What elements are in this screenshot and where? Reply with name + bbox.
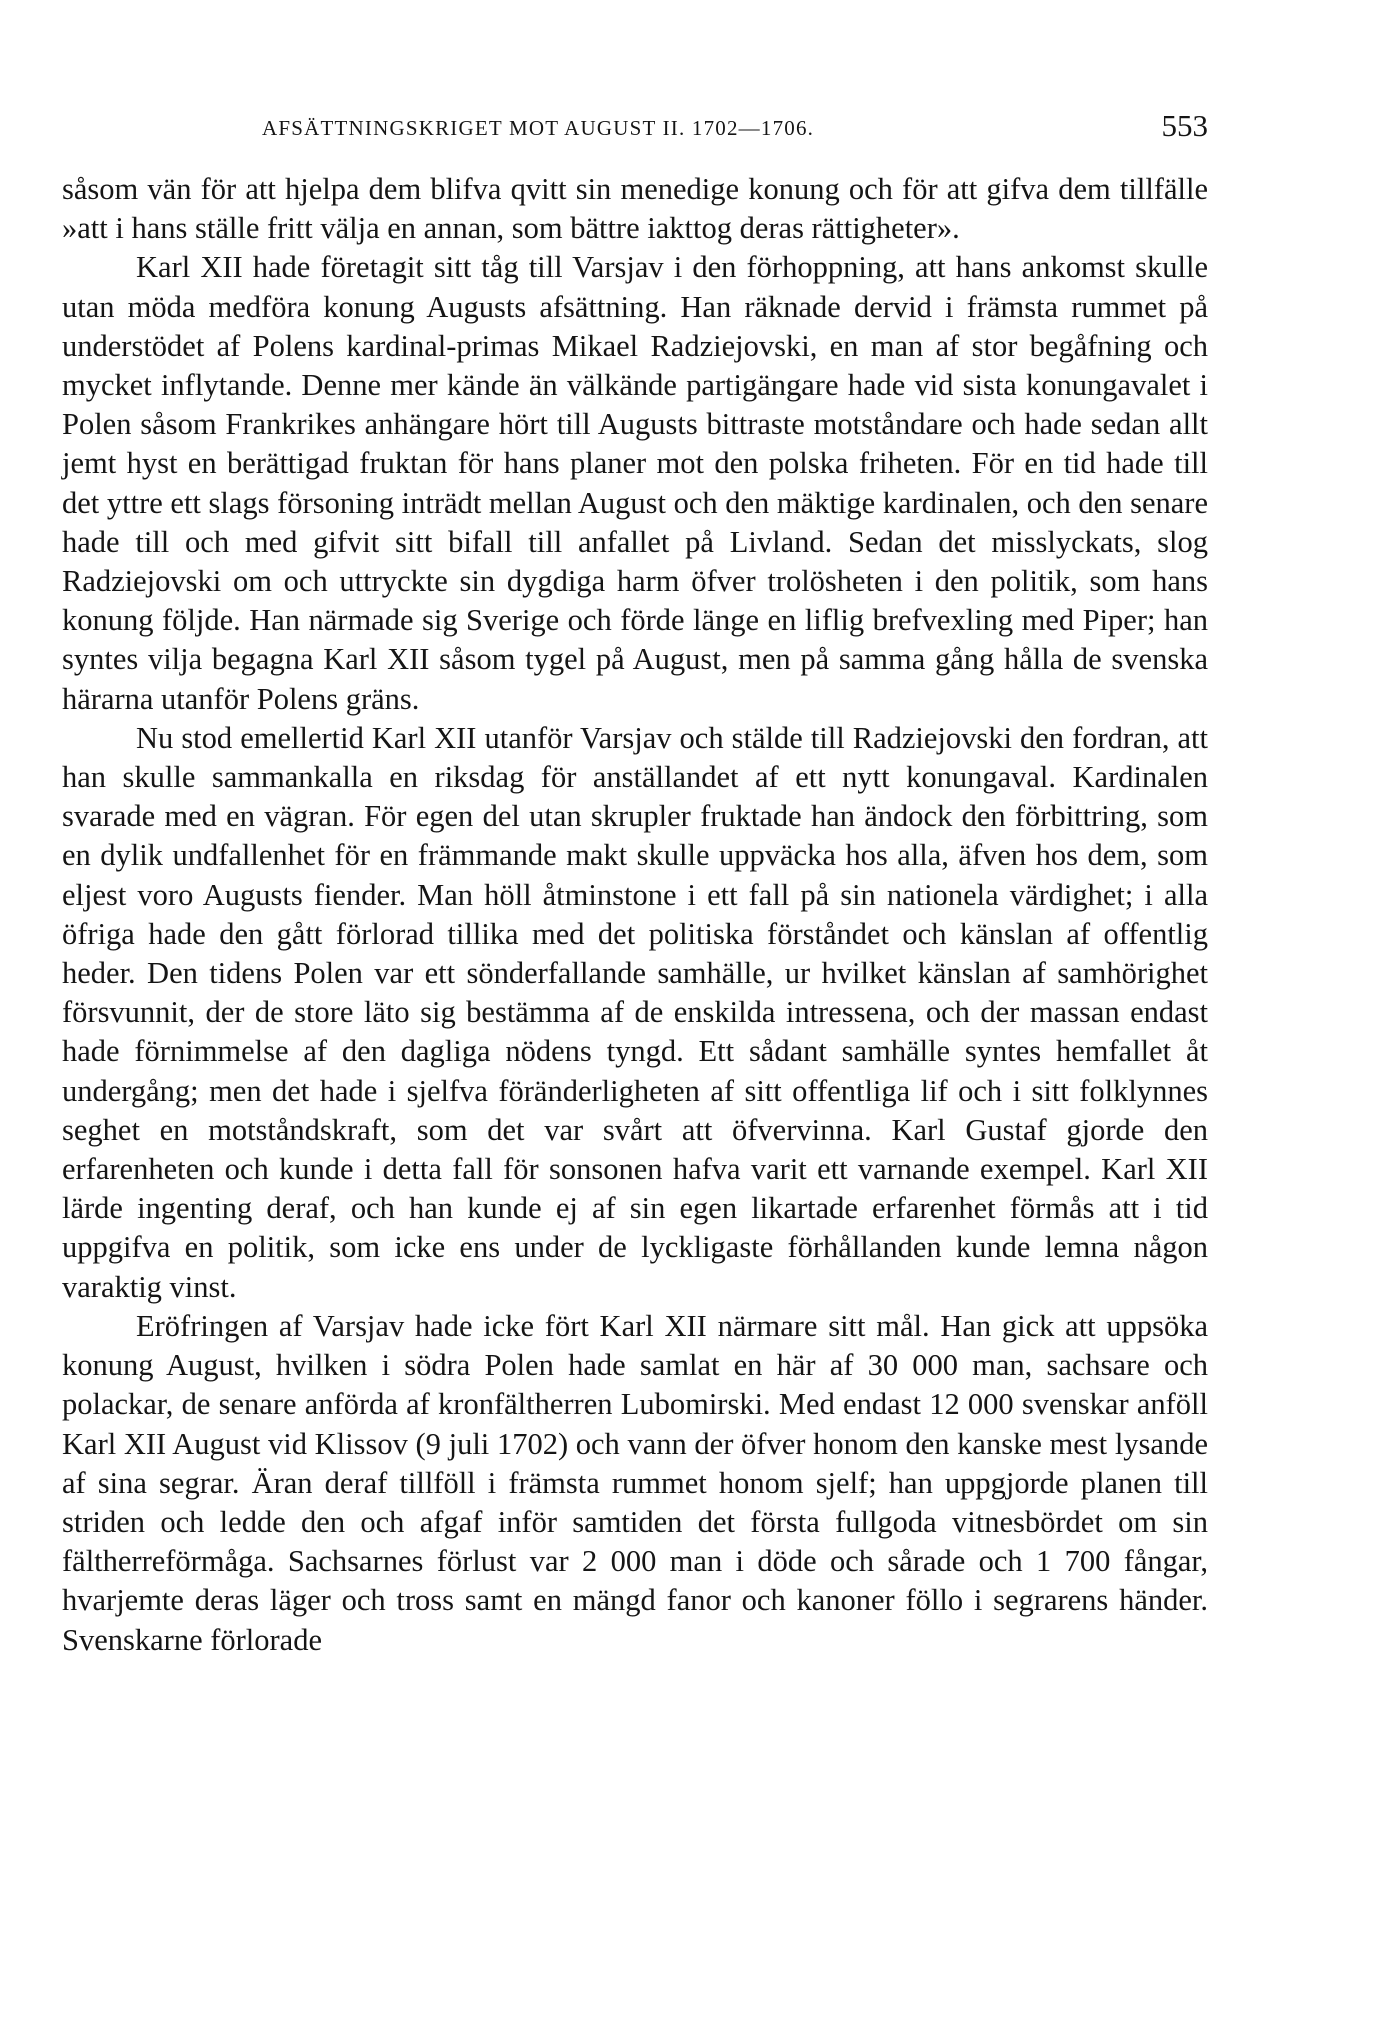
paragraph: Nu stod emellertid Karl XII utanför Varsjav och stälde till Radziejovski den fordran, att han skulle sammankalla en riksdag för anställandet af ett nytt konungaval. Kardinalen svarade med en vägran. För egen del utan skrupler fruktade han ändock den förbittring, som en dylik undfallenhet för en främmande makt skulle uppväcka hos alla, äfven hos dem, som eljest voro Augusts fiender. Man höll åtminstone i ett fall på sin nationela värdighet; i alla öfriga hade den gått förlorad tillika med det politiska förståndet och känslan af offentlig heder. Den tidens Polen var ett sönderfallande samhälle, ur hvilket känslan af samhörighet försvunnit, der de store läto sig bestämma af de enskilda intressena, och der massan endast hade förnimmelse af den dagliga nödens tyngd. Ett sådant samhälle syntes hemfallet åt undergång; men det hade i sjelfva föränderligheten af sitt offentliga lif och i sitt folklynnes seghet en motståndskraft, som det var svårt att öfvervinna. Karl Gustaf gjorde den erfarenheten och kunde i detta fall för sonsonen hafva varit ett varnande exempel. Karl XII lärde ingenting deraf, och han kunde ej af sin egen likartade erfarenhet förmås att i tid uppgifva en politik, som icke ens under de lyckligaste förhållanden kunde lemna någon varaktig vinst. [62, 720, 1208, 1304]
book-page [62, 100, 1208, 1660]
running-head [62, 100, 1208, 160]
page-number: 553 [1161, 108, 1208, 143]
body-text [62, 170, 1208, 1660]
paragraph: Karl XII hade företagit sitt tåg till Varsjav i den förhoppning, att hans ankomst skulle utan möda medföra konung Augusts afsättning. Han räknade dervid i främsta rummet på understödet af Polens kardinal-primas Mikael Radziejovski, en man af stor begåfning och mycket inflytande. Denne mer kände än välkände partigängare hade vid sista konungavalet i Polen såsom Frankrikes anhängare hört till Augusts bittraste motståndare och hade sedan allt jemt hyst en berättigad fruktan för hans planer mot den polska friheten. För en tid hade till det yttre ett slags försoning inträdt mellan August och den mäktige kardinalen, och den senare hade till och med gifvit sitt bifall till anfallet på Livland. Sedan det misslyckats, slog Radziejovski om och uttryckte sin dygdiga harm öfver trolösheten i den politik, som hans konung följde. Han närmade sig Sverige och förde länge en liflig brefvexling med Piper; han syntes vilja begagna Karl XII såsom tygel på August, men på samma gång hålla de svenska härarna utanför Polens gräns. [62, 250, 1208, 716]
paragraph-continuation: såsom vän för att hjelpa dem blifva qvitt sin menedige konung och för att gifva dem tillfälle »att i hans ställe fritt välja en annan, som bättre iakttog deras rättigheter». [62, 172, 1208, 246]
paragraph: Eröfringen af Varsjav hade icke fört Karl XII närmare sitt mål. Han gick att uppsöka konung August, hvilken i södra Polen hade samlat en här af 30 000 man, sachsare och polackar, de senare anförda af kronfältherren Lubomirski. Med endast 12 000 svenskar anföll Karl XII August vid Klissov (9 juli 1702) och vann der öfver honom den kanske mest lysande af sina segrar. Äran deraf tillföll i främsta rummet honom sjelf; han uppgjorde planen till striden och ledde den och afgaf inför samtiden det första fullgoda vitnesbördet om sin fältherreförmåga. Sachsarnes förlust var 2 000 man i döde och sårade och 1 700 fångar, hvarjemte deras läger och tross samt en mängd fanor och kanoner föllo i segrarens händer. Svenskarne förlorade [62, 1308, 1208, 1657]
running-title: AFSÄTTNINGSKRIGET MOT AUGUST II. 1702—1706. [262, 116, 815, 140]
